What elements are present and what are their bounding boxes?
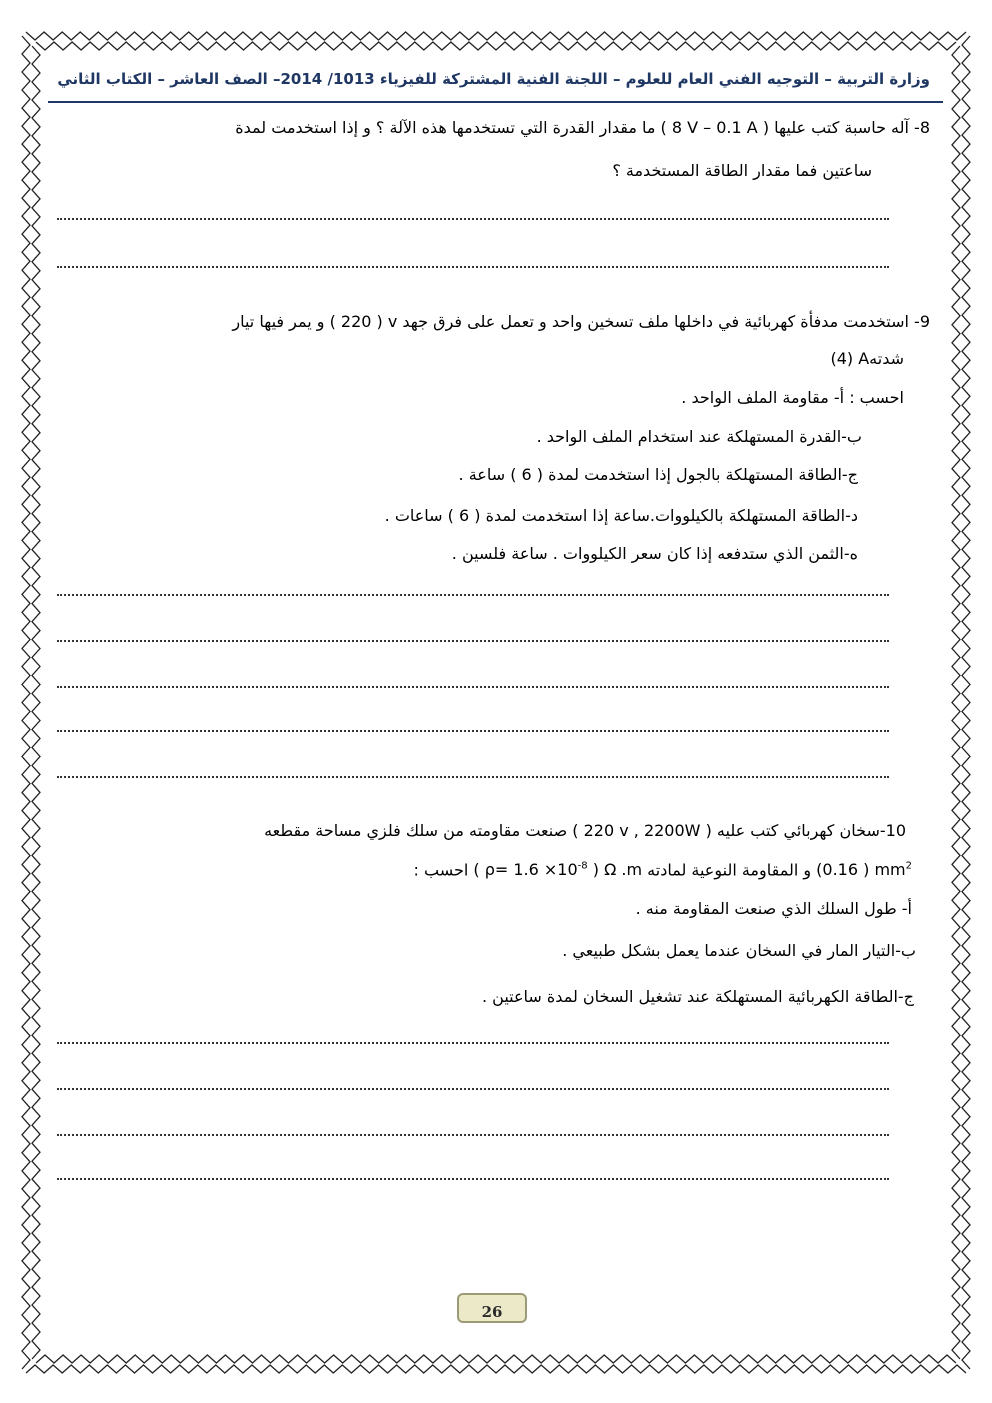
- answer-line: [57, 1130, 889, 1136]
- border-pattern: [22, 32, 970, 1373]
- page-number: 26: [457, 1293, 527, 1323]
- q10-line2: (0.16 ) $mm^2$ و المقاومة النوعية لمادته ( $\rho= 1.6 \times 10^{-8}$ ) Ω .m احسب :: [413, 860, 912, 880]
- q9-line1: 9- استخدمت مدفأة كهربائية في داخلها ملف تسخين واحد و تعمل على فرق جهد ( 220 ) v و يمر فيها تيار: [232, 312, 930, 331]
- border-zigzag: [36, 42, 956, 50]
- answer-line: [57, 1038, 889, 1044]
- border-zigzag: [26, 1365, 966, 1373]
- q9-current: (4) A: [830, 349, 870, 368]
- q9-part-b: ب-القدرة المستهلكة عند استخدام الملف الواحد .: [536, 427, 862, 446]
- border-zigzag: [952, 46, 960, 1359]
- answer-line: [57, 262, 889, 268]
- border-zigzag: [22, 36, 30, 1369]
- q9-part-d: د-الطاقة المستهلكة بالكيلووات.ساعة إذا استخدمت لمدة ( 6 ) ساعات .: [384, 506, 858, 525]
- answer-line: [57, 1174, 889, 1180]
- q10-resistivity: ( $\rho= 1.6 \times 10^{-8}$ ) Ω .m: [473, 860, 643, 880]
- border-zigzag: [32, 46, 40, 1359]
- answer-line: [57, 636, 889, 642]
- q8-line2: ساعتين فما مقدار الطاقة المستخدمة ؟: [612, 161, 872, 180]
- q9-part-e: ه-الثمن الذي ستدفعه إذا كان سعر الكيلووات . ساعة فلسين .: [451, 544, 858, 563]
- q10-area: (0.16 ) $mm^2$: [816, 860, 912, 880]
- q9-line2: شدته(4) A: [830, 349, 904, 368]
- q10-part-c: ج-الطاقة الكهربائية المستهلكة عند تشغيل السخان لمدة ساعتين .: [481, 987, 914, 1006]
- header-rule: [48, 101, 943, 103]
- q8-rating: 8 V – 0.1 A: [671, 118, 758, 137]
- answer-line: [57, 590, 889, 596]
- border-zigzag: [26, 32, 966, 40]
- border-zigzag: [36, 1355, 956, 1363]
- q9-voltage: ( 220 ) v: [329, 312, 398, 331]
- answer-line: [57, 682, 889, 688]
- q8-line1: 8- آله حاسبة كتب عليها ( 8 V – 0.1 A ) ما مقدار القدرة التي تستخدمها هذه الآلة ؟ و إذا استخدمت لمدة: [235, 118, 930, 137]
- border-zigzag: [962, 36, 970, 1369]
- page-header: وزارة التربية – التوجيه الفني العام للعلوم – اللجنة الفنية المشتركة للفيزياء 1013/ 2014– الصف العاشر – الكتاب الثاني: [57, 70, 930, 88]
- q10-part-b: ب-التيار المار في السخان عندما يعمل بشكل طبيعي .: [562, 941, 916, 960]
- q10-line1: 10-سخان كهربائي كتب عليه ( 220 v , 2200W ) صنعت مقاومته من سلك فلزي مساحة مقطعه: [264, 821, 906, 840]
- q10-part-a: أ- طول السلك الذي صنعت المقاومة منه .: [635, 899, 912, 918]
- answer-line: [57, 726, 889, 732]
- q10-rating: 220 v , 2200W: [583, 821, 701, 840]
- q9-part-c: ج-الطاقة المستهلكة بالجول إذا استخدمت لمدة ( 6 ) ساعة .: [458, 465, 858, 484]
- answer-line: [57, 772, 889, 778]
- answer-line: [57, 214, 889, 220]
- q9-part-a: احسب : أ- مقاومة الملف الواحد .: [681, 388, 904, 407]
- answer-line: [57, 1084, 889, 1090]
